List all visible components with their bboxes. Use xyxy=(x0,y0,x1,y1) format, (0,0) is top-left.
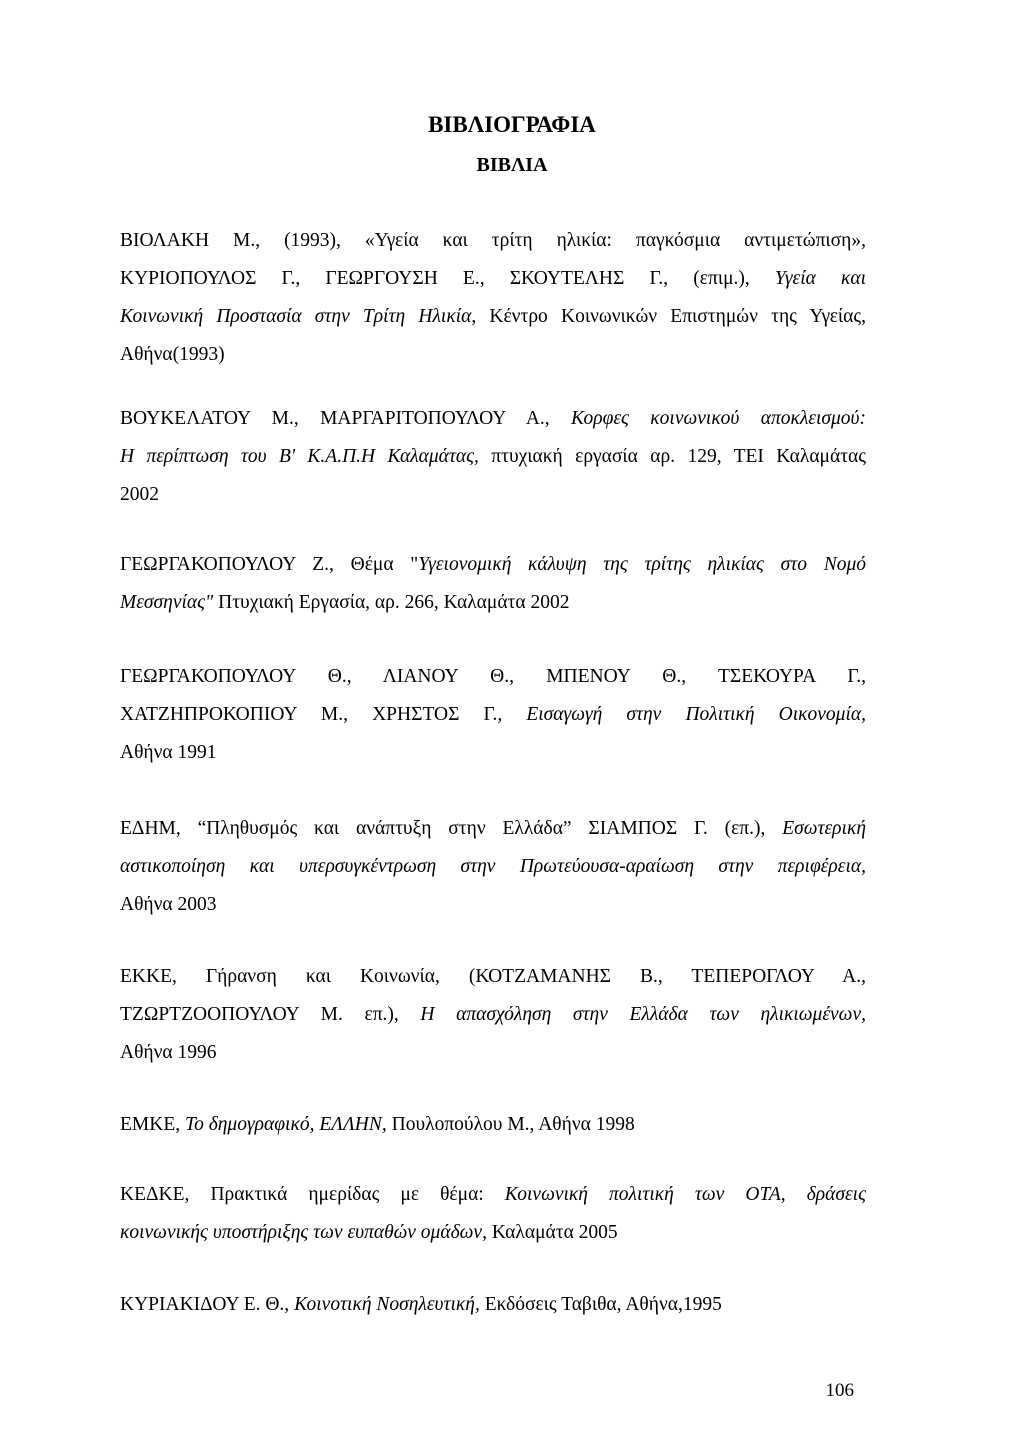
books-subtitle: ΒΙΒΛΙΑ xyxy=(476,154,548,176)
entry-text: ΓΕΩΡΓΑΚΟΠΟΥΛΟΥ Ζ., Θέμα " xyxy=(120,554,419,575)
entry-line xyxy=(120,584,866,622)
entry-title-italic: Κορφες κοινωνικού αποκλεισμού: xyxy=(571,408,866,429)
entry-title-italic: Η απασχόληση στην Ελλάδα των ηλικιωμένων, xyxy=(420,1004,866,1025)
entry-line xyxy=(120,1286,866,1324)
entry-title-italic: κοινωνικής υποστήριξης των ευπαθών ομάδων, xyxy=(120,1222,487,1243)
page-number: 106 xyxy=(825,1380,854,1401)
bibliography-entry xyxy=(120,1176,866,1252)
bibliography-entry xyxy=(120,1106,866,1144)
entry-text: ΕΚΚΕ, Γήρανση και Κοινωνία, (ΚΟΤΖΑΜΑΝΗΣ Β., ΤΕΠΕΡΟΓΛΟΥ Α., xyxy=(120,966,866,987)
entry-line xyxy=(120,848,866,886)
entry-title-italic: Υγεία και xyxy=(774,268,866,289)
entry-text: Αθήνα 1996 xyxy=(120,1042,217,1063)
entry-text: Καλαμάτα 2005 xyxy=(486,1222,618,1243)
entry-title-italic: Το δημογραφικό, ΕΛΛΗΝ, xyxy=(185,1114,387,1135)
entry-line xyxy=(120,400,866,438)
bibliography-entry xyxy=(120,222,866,374)
entry-line xyxy=(120,1176,866,1214)
entry-line xyxy=(120,298,866,336)
entry-line xyxy=(120,1214,866,1252)
entry-line xyxy=(120,958,866,996)
entry-title-italic: Κοινωνική πολιτική των ΟΤΑ, δράσεις xyxy=(504,1184,867,1205)
entry-title-italic: Εσωτερική xyxy=(782,818,866,839)
entry-text: ΚΥΡΙΑΚΙΔΟΥ Ε. Θ., xyxy=(120,1294,295,1315)
entry-text: ΒΟΥΚΕΛΑΤΟΥ Μ., ΜΑΡΓΑΡΙΤΟΠΟΥΛΟΥ Α., xyxy=(120,408,572,429)
entry-title-italic: Κοινωνική Προστασία στην Τρίτη Ηλικία xyxy=(120,306,472,327)
entry-title-italic: αστικοποίηση και υπερσυγκέντρωση στην Πρωτεύουσα-αραίωση στην περιφέρεια, xyxy=(120,856,866,877)
entry-text: Αθήνα(1993) xyxy=(120,344,225,365)
entry-text: Πουλοπούλου Μ., Αθήνα 1998 xyxy=(386,1114,635,1135)
entry-text: ΚΕΔΚΕ, Πρακτικά ημερίδας με θέμα: xyxy=(120,1184,505,1205)
entry-line xyxy=(120,696,866,734)
entry-text: Αθήνα 1991 xyxy=(120,742,217,763)
entry-text: 2002 xyxy=(120,484,159,505)
entry-text: Αθήνα 2003 xyxy=(120,894,217,915)
bibliography-entry xyxy=(120,958,866,1072)
entry-text: πτυχιακή εργασία αρ. 129, ΤΕΙ Καλαμάτας xyxy=(478,446,866,467)
entry-line xyxy=(120,222,866,260)
entry-text: , Κέντρο Κοινωνικών Επιστημών της Υγείας, xyxy=(471,306,866,327)
entry-line xyxy=(120,336,866,374)
entry-line xyxy=(120,476,866,514)
entry-line xyxy=(120,810,866,848)
entry-text: ΚΥΡΙΟΠΟΥΛΟΣ Γ., ΓΕΩΡΓΟΥΣΗ Ε., ΣΚΟΥΤΕΛΗΣ Γ., (επιμ.), xyxy=(120,268,775,289)
entry-text: ΕΔΗΜ, “Πληθυσμός και ανάπτυξη στην Ελλάδα” ΣΙΑΜΠΟΣ Γ. (επ.), xyxy=(120,818,783,839)
entry-title-italic: Κοινοτική Νοσηλευτική, xyxy=(294,1294,480,1315)
entry-title-italic: Υγειονομική κάλυψη της τρίτης ηλικίας στο Νομό xyxy=(418,554,866,575)
entry-line xyxy=(120,260,866,298)
entry-line xyxy=(120,886,866,924)
entry-text: Πτυχιακή Εργασία, αρ. 266, Καλαμάτα 2002 xyxy=(213,592,570,613)
entry-text: ΓΕΩΡΓΑΚΟΠΟΥΛΟΥ Θ., ΛΙΑΝΟΥ Θ., ΜΠΕΝΟΥ Θ., ΤΣΕΚΟΥΡΑ Γ., xyxy=(120,666,866,687)
entry-line xyxy=(120,996,866,1034)
entry-title-italic: Μεσσηνίας" xyxy=(120,592,214,613)
bibliography-entry xyxy=(120,658,866,772)
entry-text: ΕΜΚΕ, xyxy=(120,1114,185,1135)
bibliography-entry xyxy=(120,1286,866,1324)
bibliography-entry xyxy=(120,546,866,622)
entry-title-italic: Η περίπτωση του Β' Κ.Α.Π.Η Καλαμάτας, xyxy=(120,446,479,467)
entry-line xyxy=(120,438,866,476)
entry-line xyxy=(120,546,866,584)
bibliography-title: ΒΙΒΛΙΟΓΡΑΦΙΑ xyxy=(428,112,596,137)
entry-text: ΧΑΤΖΗΠΡΟΚΟΠΙΟΥ Μ., ΧΡΗΣΤΟΣ Γ., xyxy=(120,704,527,725)
bibliography-entry xyxy=(120,400,866,514)
entry-line xyxy=(120,658,866,696)
entry-text: ΒΙΟΛΑΚΗ Μ., (1993), «Υγεία και τρίτη ηλικία: παγκόσμια αντιμετώπιση», xyxy=(120,230,866,251)
entry-title-italic: Εισαγωγή στην Πολιτική Οικονομία, xyxy=(526,704,866,725)
entry-text: ΤΖΩΡΤΖΟΟΠΟΥΛΟΥ Μ. επ.), xyxy=(120,1004,421,1025)
entry-text: Εκδόσεις Ταβιθα, Αθήνα,1995 xyxy=(479,1294,722,1315)
entry-line xyxy=(120,1034,866,1072)
bibliography-entry xyxy=(120,810,866,924)
entry-line xyxy=(120,734,866,772)
entry-line xyxy=(120,1106,866,1144)
